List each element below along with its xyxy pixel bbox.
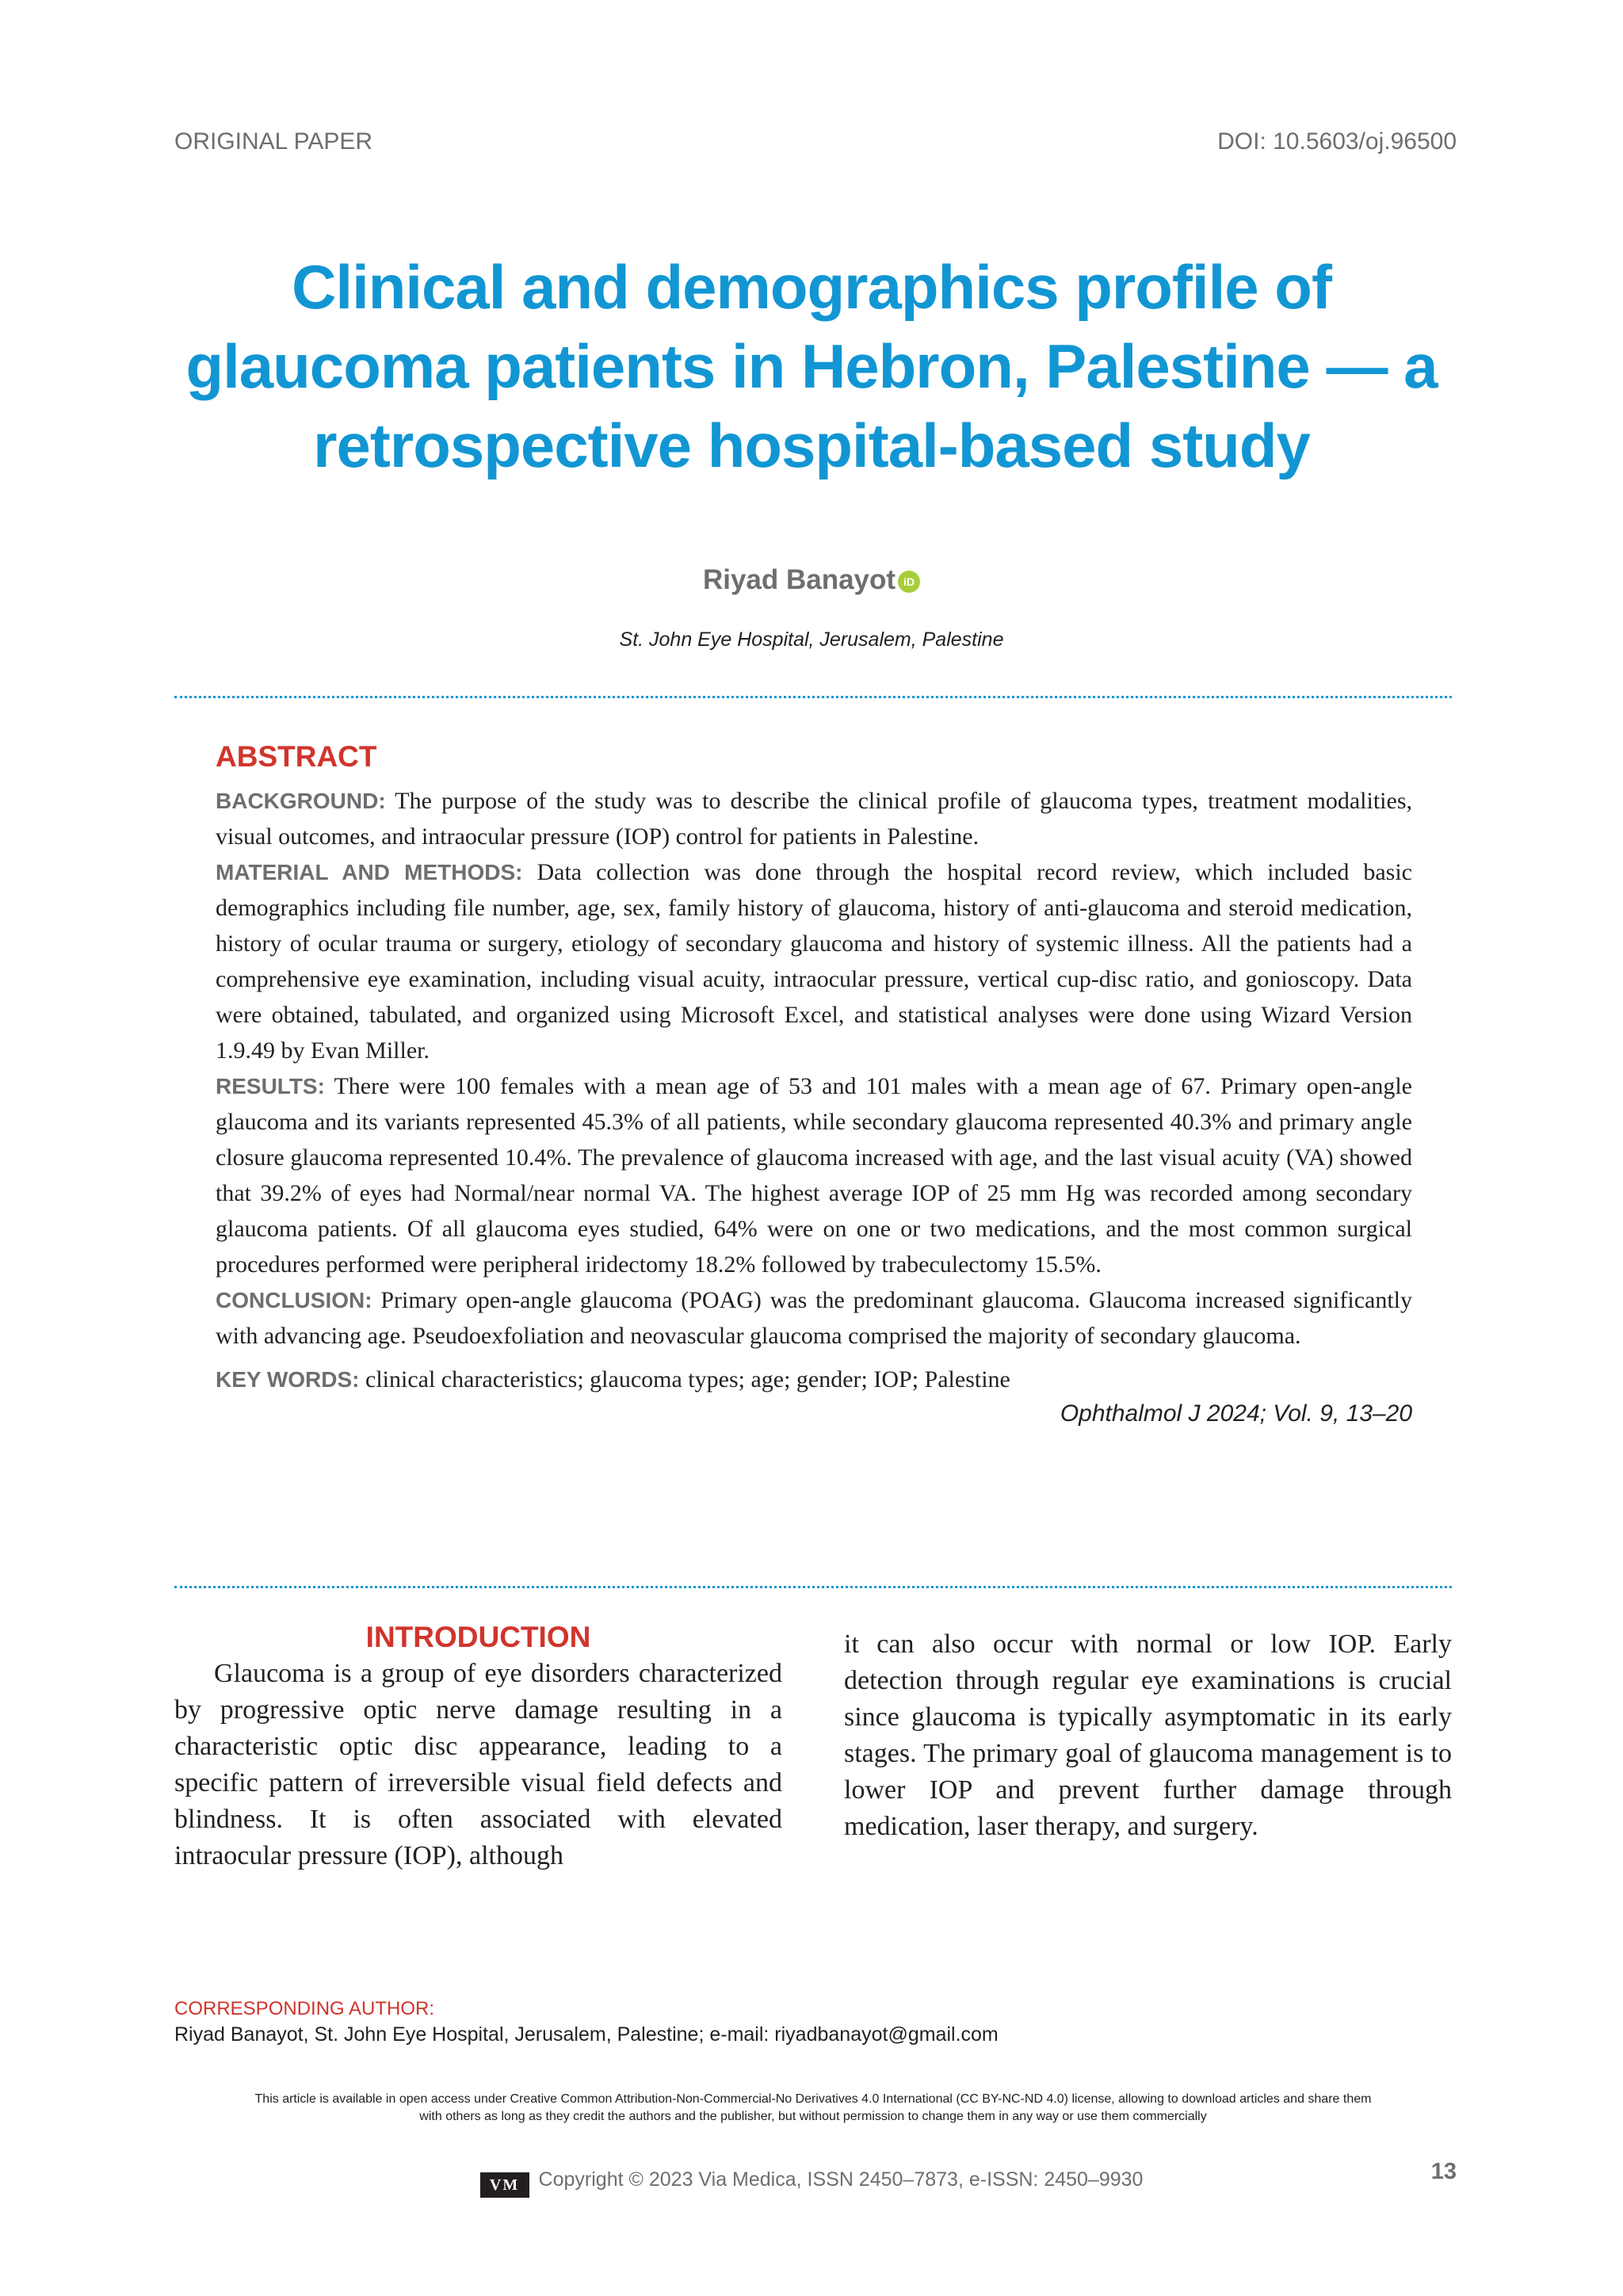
license-line-2: with others as long as they credit the authors and the publisher, but without permission to change them in any way or use them commercially — [419, 2110, 1207, 2123]
abstract-section — [216, 740, 1412, 1427]
top-divider — [174, 696, 1452, 698]
doi-link[interactable]: DOI: 10.5603/oj.96500 — [1217, 128, 1457, 155]
introduction-paragraph-right: it can also occur with normal or low IOP. Early detection through regular eye examinations is crucial since glaucoma is typically asymptomatic in its early stages. The primary goal of glaucoma management is to lower IOP and prevent further damage through medication, laser therapy, and surgery. — [844, 1629, 1452, 1841]
results-text: There were 100 females with a mean age of 53 and 101 males with a mean age of 67. Primary open-angle glaucoma and its variants represented 45.3% of all patients, while secondary glaucoma represented 40.3% and primary angle closure glaucoma represented 10.4%. The prevalence of glaucoma increased with age, and the last visual acuity (VA) showed that 39.2% of eyes had Normal/near normal VA. The highest average IOP of 25 mm Hg was recorded among secondary glaucoma patients. Of all glaucoma eyes studied, 64% were on one or two medications, and the most common surgical procedures performed were peripheral iridectomy 18.2% followed by trabeculectomy 15.5%. — [216, 1073, 1412, 1278]
bottom-divider — [174, 1586, 1452, 1588]
body-column-left — [174, 1621, 782, 1874]
journal-citation: Ophthalmol J 2024; Vol. 9, 13–20 — [1060, 1400, 1412, 1427]
section-label: ORIGINAL PAPER — [174, 128, 373, 155]
license-notice — [174, 2091, 1452, 2126]
results-label: RESULTS: — [216, 1074, 325, 1098]
article-title: Clinical and demographics profile of glaucoma patients in Hebron, Palestine — a retrospective hospital-based study — [185, 252, 1438, 480]
abstract-methods — [216, 854, 1412, 1068]
introduction-paragraph-left: Glaucoma is a group of eye disorders characterized by progressive optic nerve damage resulting in a characteristic optic disc appearance, leading to a specific pattern of irreversible visual field defects and blindness. It is often associated with elevated intraocular pressure (IOP), although — [174, 1659, 782, 1870]
conclusion-label: CONCLUSION: — [216, 1288, 372, 1312]
methods-label: MATERIAL AND METHODS: — [216, 860, 523, 884]
abstract-keywords — [216, 1362, 1412, 1397]
author-line — [0, 564, 1623, 596]
methods-text: Data collection was done through the hospital record review, which included basic demographics including file number, age, sex, family history of glaucoma, history of anti-glaucoma and steroid medication, history of ocular trauma or surgery, etiology of secondary glaucoma and history of systemic illness. All the patients had a comprehensive eye examination, including visual acuity, intraocular pressure, vertical cup-disc ratio, and gonioscopy. Data were obtained, tabulated, and organized using Microsoft Excel, and statistical analyses were done using Wizard Version 1.9.49 by Evan Miller. — [216, 859, 1412, 1064]
author-affiliation: St. John Eye Hospital, Jerusalem, Palestine — [619, 628, 1004, 651]
abstract-results — [216, 1068, 1412, 1282]
keywords-text: clinical characteristics; glaucoma types; age; gender; IOP; Palestine — [359, 1366, 1010, 1392]
background-label: BACKGROUND: — [216, 789, 386, 813]
footer — [0, 2168, 1623, 2198]
license-line-1: This article is available in open access under Creative Common Attribution-Non-Commercial-No Derivatives 4.0 International (CC BY-NC-ND 4.0) license, allowing to download articles and share them — [254, 2092, 1372, 2106]
background-text: The purpose of the study was to describe the clinical profile of glaucoma types, treatment modalities, visual outcomes, and intraocular pressure (IOP) control for patients in Palestine. — [216, 788, 1412, 850]
conclusion-text: Primary open-angle glaucoma (POAG) was the predominant glaucoma. Glaucoma increased significantly with advancing age. Pseudoexfoliation and neovascular glaucoma comprised the majority of secondary glaucoma. — [216, 1287, 1412, 1349]
abstract-conclusion — [216, 1282, 1412, 1354]
keywords-label: KEY WORDS: — [216, 1367, 360, 1392]
abstract-background — [216, 783, 1412, 854]
corresponding-author-details: Riyad Banayot, St. John Eye Hospital, Jerusalem, Palestine; e-mail: riyadbanayot@gmail.com — [174, 2023, 999, 2046]
copyright-text: Copyright © 2023 Via Medica, ISSN 2450–7873, e-ISSN: 2450–9930 — [538, 2168, 1144, 2191]
author-name[interactable]: Riyad Banayot — [702, 564, 896, 595]
body-column-right — [844, 1626, 1452, 1845]
orcid-icon[interactable]: iD — [898, 571, 920, 593]
abstract-heading: ABSTRACT — [216, 740, 377, 773]
publisher-logo-icon: VM — [480, 2172, 529, 2198]
introduction-heading: INTRODUCTION — [365, 1621, 591, 1653]
corresponding-author-label: CORRESPONDING AUTHOR: — [174, 1998, 435, 2019]
page-number: 13 — [1430, 2159, 1457, 2184]
